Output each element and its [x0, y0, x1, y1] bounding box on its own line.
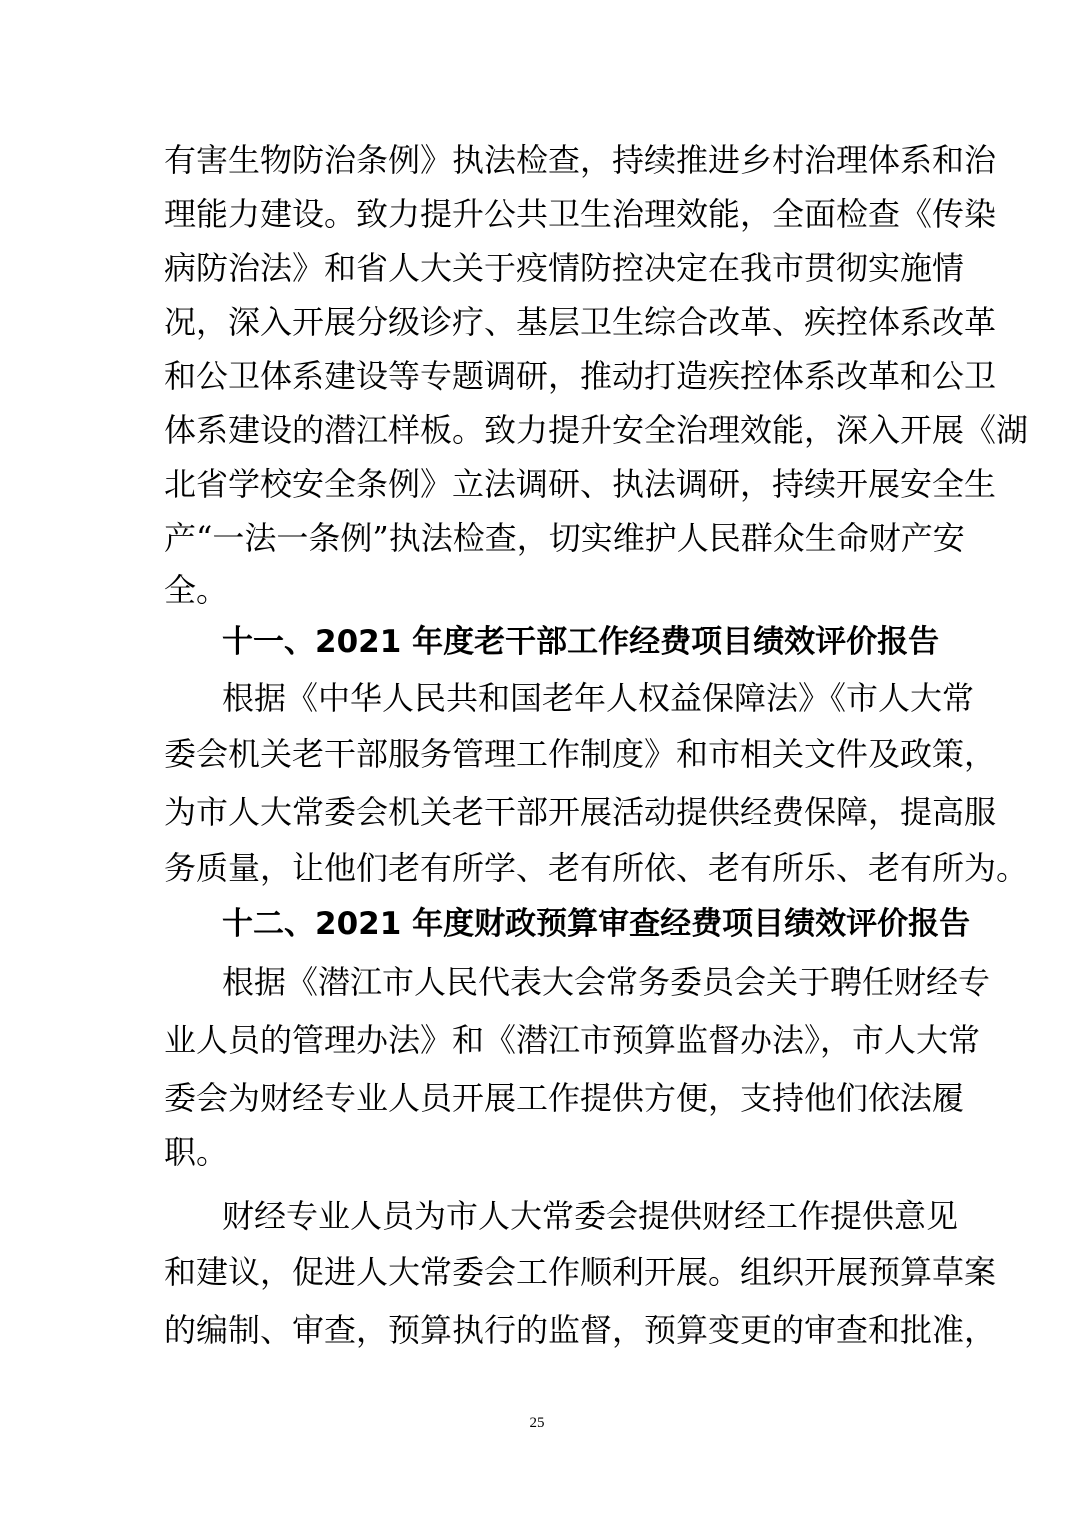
body-line: 务质量，让他们老有所学、老有所依、老有所乐、老有所为。 [164, 849, 1029, 887]
body-line: 根据《潜江市人民代表大会常务委员会关于聘任财经专 [222, 963, 991, 1001]
body-line: 委会机关老干部服务管理工作制度》和市相关文件及政策， [164, 735, 997, 773]
body-line: 有害生物防治条例》执法检查，持续推进乡村治理体系和治 [164, 141, 997, 179]
page-number: 25 [529, 1415, 545, 1431]
body-line: 和建议，促进人大常委会工作顺利开展。组织开展预算草案 [164, 1253, 997, 1291]
body-line: 为市人大常委会机关老干部开展活动提供经费保障，提高服 [164, 793, 997, 831]
body-line: 和公卫体系建设等专题调研，推动打造疾控体系改革和公卫 [164, 357, 997, 395]
section-heading: 十一、2021 年度老干部工作经费项目绩效评价报告 [222, 624, 940, 660]
body-line: 业人员的管理办法》和《潜江市预算监督办法》，市人大常 [164, 1021, 981, 1059]
section-heading: 十二、2021 年度财政预算审查经费项目绩效评价报告 [222, 906, 971, 942]
body-line: 财经专业人员为市人大常委会提供财经工作提供意见 [222, 1197, 959, 1235]
body-line: 况，深入开展分级诊疗、基层卫生综合改革、疾控体系改革 [164, 303, 997, 341]
body-line: 委会为财经专业人员开展工作提供方便，支持他们依法履 [164, 1079, 965, 1117]
body-line: 职。 [164, 1133, 229, 1171]
body-line: 体系建设的潜江样板。致力提升安全治理效能，深入开展《湖 [164, 411, 1029, 449]
body-line: 病防治法》和省人大关于疫情防控决定在我市贯彻实施情 [164, 249, 965, 287]
body-line: 理能力建设。致力提升公共卫生治理效能，全面检查《传染 [164, 195, 997, 233]
body-line: 的编制、审查，预算执行的监督，预算变更的审查和批准， [164, 1311, 997, 1349]
body-line: 根据《中华人民共和国老年人权益保障法》《市人大常 [222, 679, 975, 717]
body-line: 产“一法一条例”执法检查，切实维护人民群众生命财产安 [164, 519, 965, 557]
body-line: 北省学校安全条例》立法调研、执法调研，持续开展安全生 [164, 465, 997, 503]
body-line: 全。 [164, 571, 229, 609]
